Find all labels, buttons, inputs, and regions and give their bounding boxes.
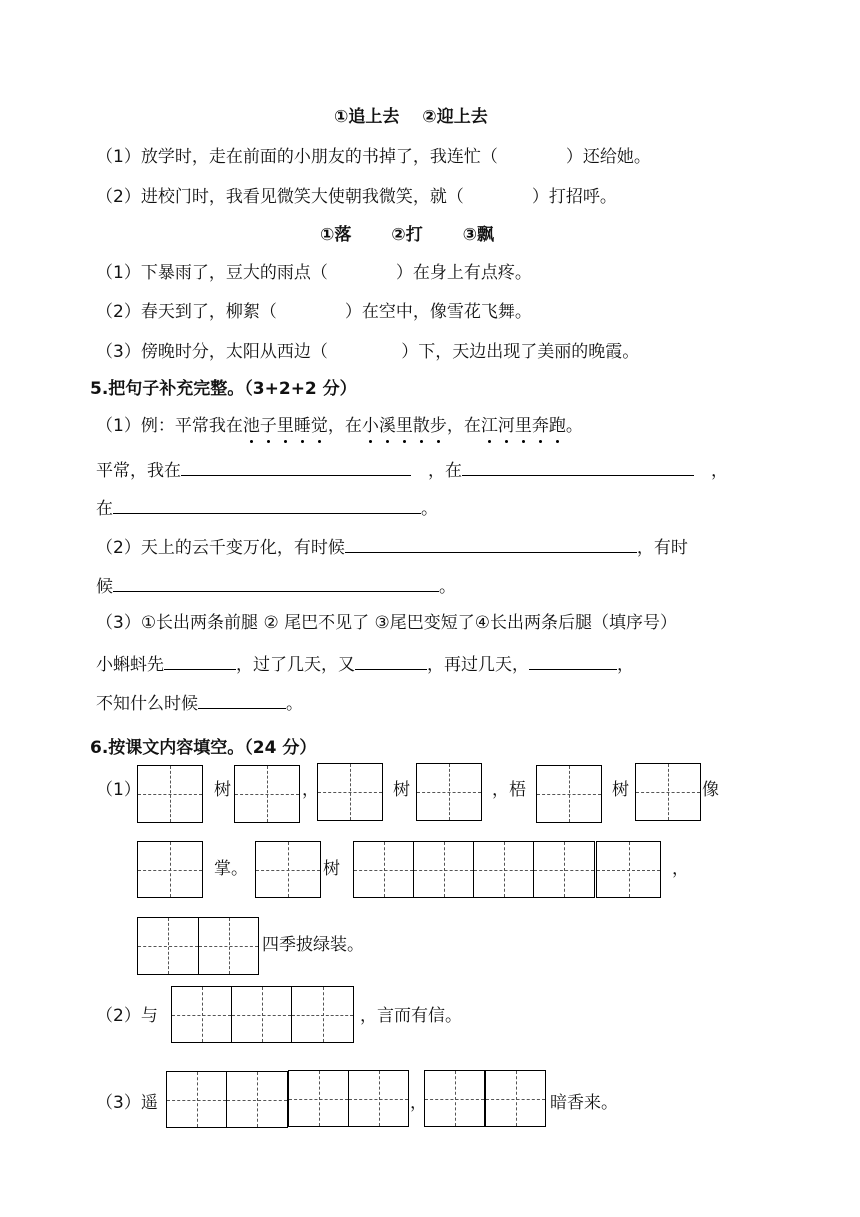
q6-s3-end: 暗香来。 — [550, 1093, 618, 1113]
emphasis-char: 跑 — [548, 416, 566, 436]
line2-end: 。 — [421, 499, 438, 519]
q5-sentence-3-options: （3）①长出两条前腿 ② 尾巴不见了 ③尾巴变短了④长出两条后腿（填序号） — [96, 613, 677, 633]
example-prefix: （1）例：平常我在 — [96, 416, 243, 436]
example-end: 。 — [565, 416, 583, 436]
line1-end: ， — [711, 461, 728, 481]
emphasis-char: 睡 — [293, 416, 311, 436]
answer-blank[interactable] — [345, 534, 637, 553]
tian-grid-box[interactable] — [317, 763, 383, 821]
emphasis-char: 溪 — [378, 416, 396, 436]
answer-blank[interactable] — [113, 495, 421, 514]
tian-grid-box[interactable] — [137, 841, 203, 898]
answer-blank[interactable] — [529, 651, 617, 670]
q6-s3-label: （3）遥 — [96, 1093, 158, 1113]
q6-s2-label: （2）与 — [96, 1006, 158, 1026]
tian-grid-box[interactable] — [137, 917, 199, 975]
tian-grid-box[interactable] — [536, 765, 602, 823]
q4-a-sentence-2: （2）进校门时，我看见微笑大使朝我微笑，就（ ）打招呼。 — [96, 187, 617, 207]
tian-grid-box[interactable] — [137, 765, 203, 823]
s3-line2-end: 。 — [286, 694, 303, 714]
tian-grid-box[interactable] — [288, 1070, 349, 1127]
tian-grid-box[interactable] — [413, 841, 474, 898]
q4-b-sentence-3: （3）傍晚时分，太阳从西边（ ）下，天边出现了美丽的晚霞。 — [96, 342, 640, 362]
word-options-a: ①追上去 ②迎上去 — [334, 107, 488, 127]
s2-cont-prefix: 候 — [96, 577, 113, 597]
tian-grid-box[interactable] — [485, 1070, 546, 1127]
q6-r1-label: （1） — [96, 780, 141, 800]
tian-grid-box[interactable] — [198, 917, 259, 975]
example-connector-1: ，在 — [327, 416, 362, 436]
s2-end: 。 — [439, 577, 456, 597]
emphasis-char: 里 — [276, 416, 294, 436]
s2-prefix: （2）天上的云千变万化，有时候 — [96, 538, 345, 558]
q5-sentence-3-line-2 — [96, 690, 303, 715]
q5-sentence-2 — [96, 534, 688, 559]
s3-connector-2: ，再过几天， — [427, 655, 529, 675]
s3-connector-1: ，过了几天，又 — [236, 655, 355, 675]
tian-grid-box[interactable] — [424, 1070, 485, 1127]
example-dotted-2 — [362, 416, 447, 436]
answer-blank[interactable] — [355, 651, 427, 670]
tian-grid-box[interactable] — [533, 841, 595, 898]
q6-s3-comma: ， — [410, 1093, 427, 1113]
tian-grid-box[interactable] — [166, 1071, 227, 1128]
q5-line-1 — [96, 457, 728, 482]
tian-grid-box[interactable] — [231, 986, 292, 1043]
tian-grid-box[interactable] — [348, 1070, 409, 1127]
q5-line-2 — [96, 495, 438, 520]
q4-b-sentence-1: （1）下暴雨了，豆大的雨点（ ）在身上有点疼。 — [96, 263, 532, 283]
q6-r1-comma: ， — [302, 780, 319, 800]
emphasis-char: 散 — [412, 416, 430, 436]
q5-sentence-2-cont — [96, 573, 456, 598]
q6-r1-char: 树 — [393, 780, 410, 800]
answer-blank[interactable] — [181, 457, 411, 476]
line1-connector: ，在 — [428, 461, 462, 481]
q5-example — [96, 415, 583, 437]
line2-prefix: 在 — [96, 499, 113, 519]
tian-grid-box[interactable] — [255, 841, 321, 898]
q6-r2-comma: ， — [672, 859, 689, 879]
tian-grid-box[interactable] — [596, 841, 661, 898]
s2-connector: ，有时 — [636, 538, 688, 558]
q6-r2-char: 掌。 — [214, 859, 248, 879]
tian-grid-box[interactable] — [291, 986, 354, 1043]
tian-grid-box[interactable] — [635, 763, 701, 821]
tian-grid-box[interactable] — [226, 1071, 288, 1128]
emphasis-char: 小 — [361, 416, 379, 436]
example-dotted-1 — [243, 416, 328, 436]
word-options-b: ①落 ②打 ③飘 — [320, 225, 495, 245]
emphasis-char: 步 — [429, 416, 447, 436]
q6-r1-char: 树 — [214, 780, 231, 800]
q6-r1-char: 树 — [612, 780, 629, 800]
q5-title: 5.把句子补充完整。（3+2+2 分） — [90, 379, 357, 399]
emphasis-char: 河 — [497, 416, 515, 436]
emphasis-char: 觉 — [310, 416, 328, 436]
answer-blank[interactable] — [462, 457, 694, 476]
emphasis-char: 子 — [259, 416, 277, 436]
q6-r3-text: 四季披绿装。 — [262, 935, 364, 955]
example-dotted-3 — [481, 416, 566, 436]
q4-b-sentence-2: （2）春天到了，柳絮（ ）在空中，像雪花飞舞。 — [96, 302, 532, 322]
q5-sentence-3-line-1 — [96, 651, 634, 676]
s3-end-comma: ， — [617, 655, 634, 675]
q6-r1-char: 像 — [702, 780, 719, 800]
q6-r2-char: 树 — [323, 859, 340, 879]
q6-r1-char: ，梧 — [492, 780, 526, 800]
s3-prefix: 小蝌蚪先 — [96, 655, 164, 675]
tian-grid-box[interactable] — [473, 841, 534, 898]
emphasis-char: 里 — [514, 416, 532, 436]
tian-grid-box[interactable] — [416, 763, 482, 821]
emphasis-char: 奔 — [531, 416, 549, 436]
tian-grid-box[interactable] — [234, 765, 300, 823]
emphasis-char: 池 — [242, 416, 260, 436]
emphasis-char: 里 — [395, 416, 413, 436]
answer-blank[interactable] — [198, 690, 286, 709]
tian-grid-box[interactable] — [171, 986, 232, 1043]
q4-a-sentence-1: （1）放学时，走在前面的小朋友的书掉了，我连忙（ ）还给她。 — [96, 147, 651, 167]
s3-line2-prefix: 不知什么时候 — [96, 694, 198, 714]
tian-grid-box[interactable] — [353, 841, 414, 898]
line1-prefix: 平常，我在 — [96, 461, 181, 481]
q6-s2-end: ，言而有信。 — [360, 1006, 462, 1026]
answer-blank[interactable] — [164, 651, 236, 670]
emphasis-char: 江 — [480, 416, 498, 436]
example-connector-2: ，在 — [446, 416, 481, 436]
q6-title: 6.按课文内容填空。（24 分） — [90, 738, 317, 758]
answer-blank[interactable] — [113, 573, 439, 592]
